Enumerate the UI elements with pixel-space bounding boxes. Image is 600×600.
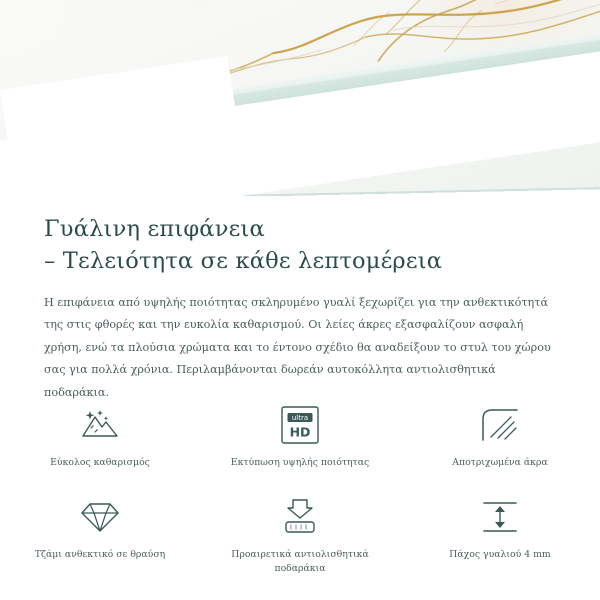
ultra-hd-icon [277, 402, 323, 448]
feature-label: Εύκολος καθαρισμός [50, 457, 150, 468]
feature-item-break-resistant [0, 490, 200, 580]
easy-clean-icon [77, 402, 123, 448]
headline-line-2: – Τελειότητα σε κάθε λεπτομέρεια [44, 247, 443, 274]
feature-label: Τζάμι ανθεκτικό σε θραύση [34, 548, 166, 560]
feature-label: Εκτύπωση υψηλής ποιότητας [230, 457, 370, 468]
feature-label: Αποτριχωμένα άκρα [452, 457, 548, 468]
svg-text:ultra: ultra [291, 414, 309, 422]
description-content [0, 196, 600, 404]
polished-edges-icon [477, 402, 523, 448]
feature-label: Προαιρετικά αντιολισθητικά ποδαράκια [231, 548, 369, 574]
description-paragraph: Η επιφάνεια από υψηλής ποιότητας σκληρυμένο γυαλί ξεχωρίζει για την ανθεκτικότητά της στις φθορές και την ευκολία καθαρισμού. Οι λείες άκρες εξασφαλίζουν ασφαλή χρήση, ενώ τα πλούσια χρώματα και το έντονο σχέδιο θα αναδείξουν το στυλ του χώρου σας για πολλά χρόνια. Περιλαμβάνονται δωρεάν αυτοκόλλητα αντιολισθητικά ποδαράκια. [44, 295, 551, 399]
page-title [0, 196, 600, 278]
thickness-icon [477, 494, 523, 540]
feature-label: Πάχος γυαλιού 4 mm [449, 548, 551, 560]
feature-grid [0, 398, 600, 580]
hero-image [0, 0, 600, 196]
feature-item-easy-clean [0, 398, 200, 474]
headline-line-1: Γυάλινη επιφάνεια [44, 216, 265, 242]
feature-item-ultra-hd [200, 398, 400, 474]
feature-item-anti-slip-pads [200, 490, 400, 580]
feature-item-thickness [400, 490, 600, 580]
diamond-icon [77, 494, 123, 540]
feature-item-polished-edges [400, 398, 600, 474]
anti-slip-pads-icon [277, 494, 323, 540]
svg-text:HD: HD [289, 424, 311, 440]
